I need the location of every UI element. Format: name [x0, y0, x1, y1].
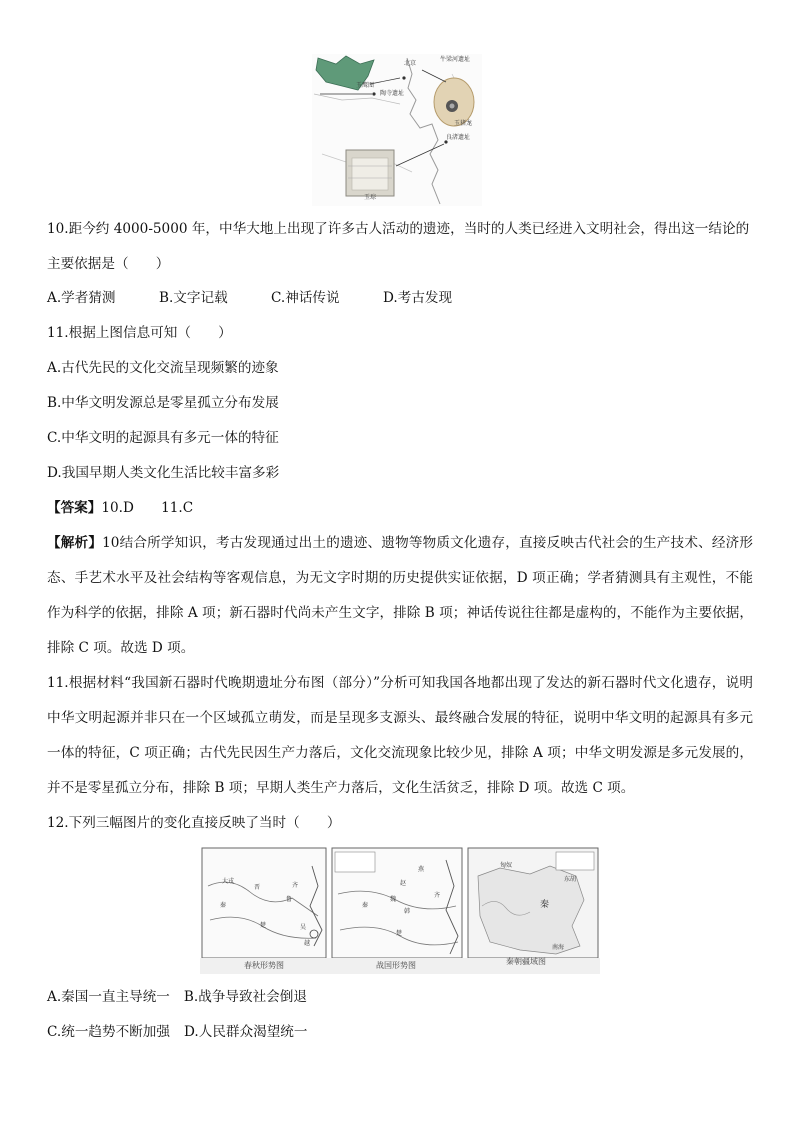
m1-label-5: 齐	[292, 882, 299, 889]
q12-option-a: A.秦国一直主导统一	[47, 989, 170, 1005]
caption-zhanguo: 战国形势图	[376, 961, 416, 970]
q12-options-row2	[47, 1023, 308, 1041]
map-label-taosi: 陶寺遗址	[380, 90, 405, 97]
m3-label-2: 东胡	[564, 876, 577, 883]
m2-label-5: 楚	[396, 930, 403, 937]
q12-options-row1	[47, 988, 307, 1006]
map-label-beijing: 北京	[404, 60, 417, 67]
three-maps-figure	[200, 846, 600, 974]
m1-label-0: 大戎	[222, 878, 235, 885]
q12-stem: 12.下列三幅图片的变化直接反映了当时（ ）	[47, 815, 341, 831]
q11-option-a: A.古代先民的文化交流呈现频繁的迹象	[47, 360, 279, 376]
q12-option-b: B.战争导致社会倒退	[183, 989, 307, 1005]
map-graphic	[312, 54, 482, 206]
m1-label-1: 晋	[254, 884, 261, 891]
m1-label-6: 鲁	[286, 896, 293, 903]
m2-label-6: 齐	[434, 892, 441, 899]
answer-line	[47, 499, 193, 517]
answer-values: 10.D 11.C	[101, 500, 194, 516]
q11-stem: 11.根据上图信息可知（ ）	[47, 325, 232, 341]
analysis-q10	[47, 526, 753, 666]
q10-stem-line1: 10.距今约 4000-5000 年，中华大地上出现了许多古人活动的遗迹，当时的人类已经进入文明社会，得出这一结论的	[47, 221, 750, 237]
q10-stem-line2: 主要依据是（ ）	[47, 256, 170, 272]
q11-option-b: B.中华文明发源总是零星孤立分布发展	[47, 395, 279, 411]
q11-option-c: C.中华文明的起源具有多元一体的特征	[47, 430, 279, 446]
q12-option-c: C.统一趋势不断加强	[47, 1024, 170, 1040]
q11-option-d: D.我国早期人类文化生活比较丰富多彩	[47, 465, 280, 481]
q10-option-d: D.考古发现	[383, 290, 453, 306]
m2-label-2: 魏	[390, 896, 397, 903]
m1-label-7: 越	[304, 940, 311, 947]
m3-label-3: 南海	[552, 944, 565, 951]
analysis-q10-text: 10结合所学知识，考古发现通过出土的遗迹、遗物等物质文化遗存，直接反映古代社会的生产技术、经济形态、手艺术水平及社会结构等客观信息，为无文字时期的历史提供实证依据，D 项正确；学者猜测具有主观性，不能作为科学的依据，排除 A 项；新石器时代尚未产生文字，排除 B 项；神话传说往往都是虚构的，不能作为主要依据，排除 C 项。故选 D 项。	[47, 535, 754, 656]
map-label-yucong: 玉琮	[364, 194, 377, 201]
m1-label-2: 秦	[220, 902, 227, 909]
maps-graphic	[200, 846, 600, 974]
analysis-label: 【解析】	[47, 535, 103, 551]
m2-label-1: 赵	[400, 880, 407, 887]
map-label-liangzhu: 良渚遗址	[446, 134, 471, 141]
map-label-yucheng: 玉鹰图	[356, 82, 375, 89]
caption-chunqiu: 春秋形势图	[244, 961, 284, 970]
m3-label-1: 匈奴	[500, 862, 513, 869]
map-label-yuzhulong: 玉猪龙	[454, 120, 473, 127]
q10-option-b: B.文字记载	[159, 290, 228, 306]
q12-option-d: D.人民群众渴望统一	[184, 1024, 308, 1040]
map-label-niuheliang: 牛梁河遗址	[440, 56, 471, 63]
caption-qin: 秦朝疆域图	[506, 957, 546, 966]
m2-label-4: 秦	[362, 902, 369, 909]
m2-label-3: 韩	[404, 908, 411, 915]
m1-label-4: 吴	[300, 924, 307, 931]
q10-option-a: A.学者猜测	[47, 290, 116, 306]
q10-option-c: C.神话传说	[271, 290, 340, 306]
m3-label-0: 秦	[540, 900, 550, 910]
m2-label-0: 燕	[418, 866, 425, 873]
q10-options	[47, 289, 452, 307]
answer-label: 【答案】	[47, 500, 102, 516]
neolithic-sites-map	[312, 54, 482, 206]
m1-label-3: 楚	[260, 922, 267, 929]
analysis-q11: 11.根据材料“我国新石器时代晚期遗址分布图（部分）”分析可知我国各地都出现了发达的新石器时代文化遗存，说明中华文明起源并非只在一个区域孤立萌发，而是呈现多支源头、最终融合发展的特征，说明中华文明的起源具有多元一体的特征，C 项正确；古代先民因生产力落后，文化交流现象比较少见，排除 A 项；中华文明发源是多元发展的，并不是零星孤立分布，排除 B 项；早期人类生产力落后，文化生活贫乏，排除 D 项。故选 C 项。	[47, 675, 753, 796]
